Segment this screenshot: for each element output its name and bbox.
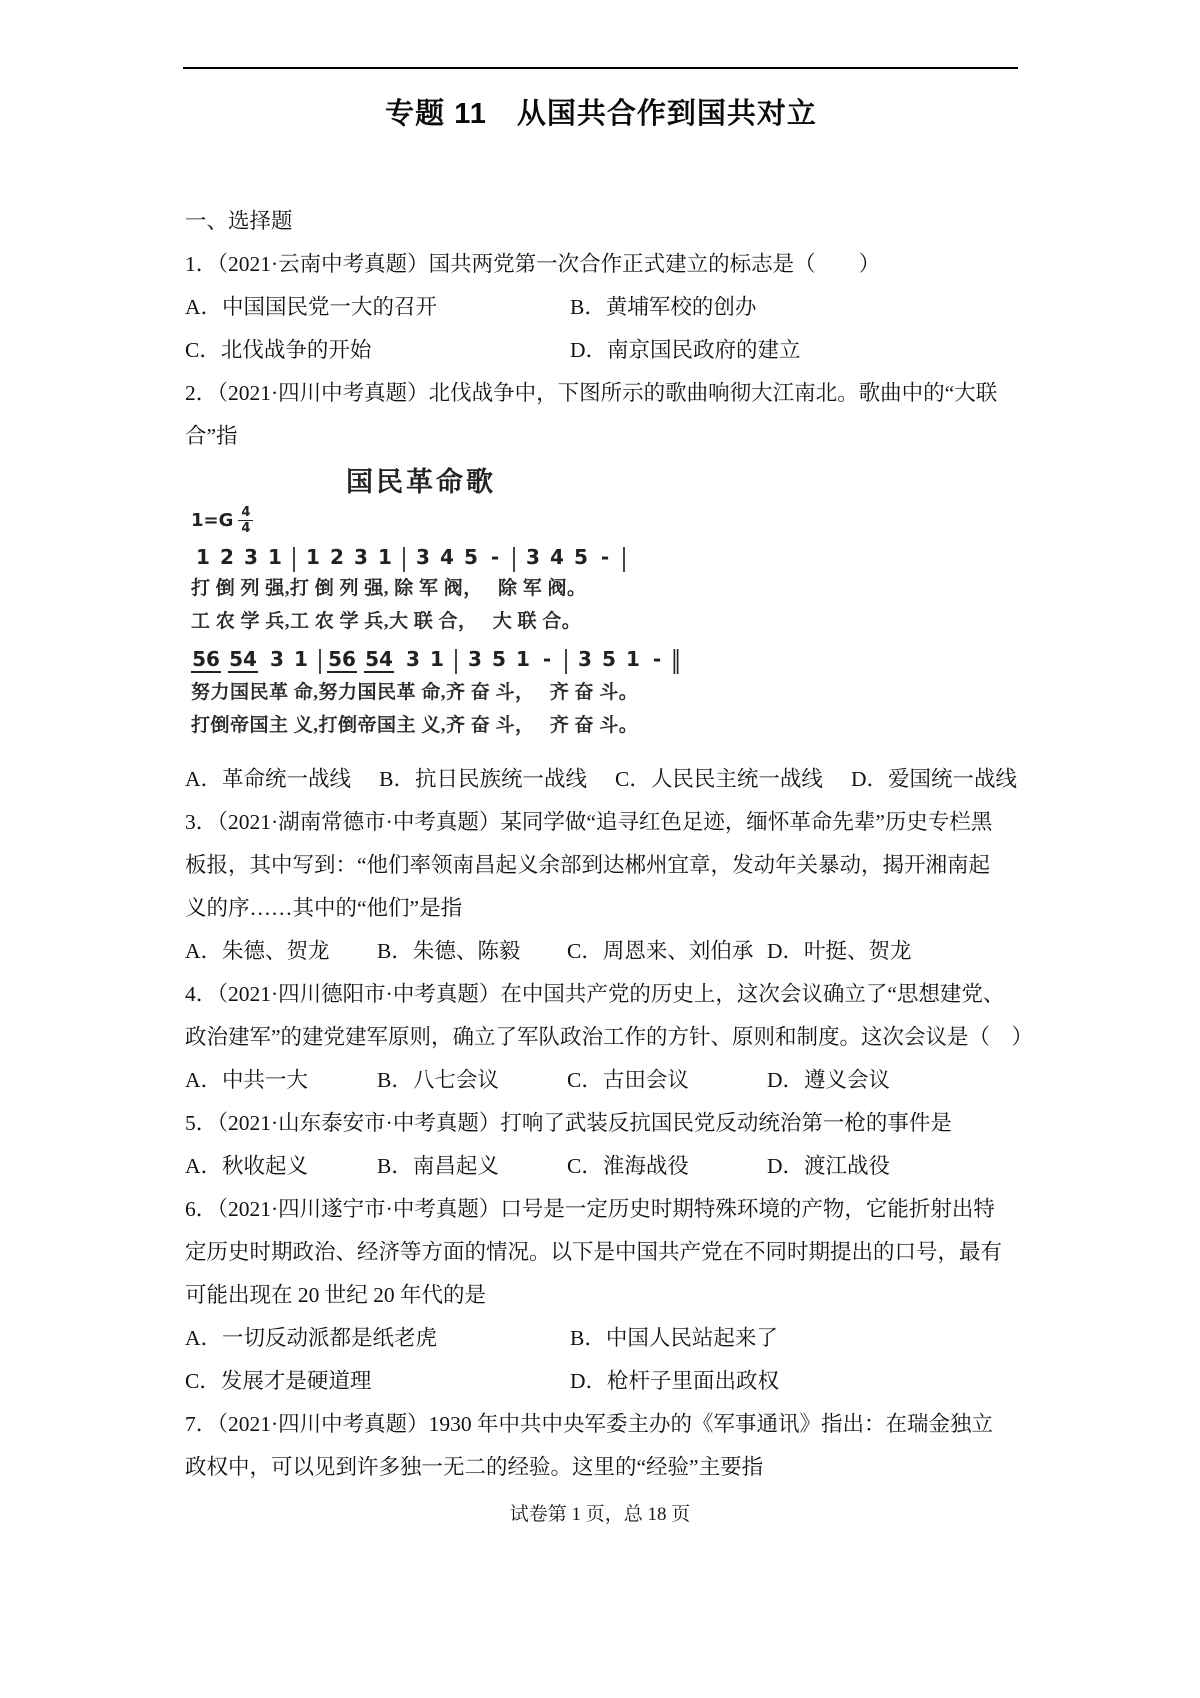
note: - (542, 647, 552, 671)
option: D．枪杆子里面出政权 (570, 1369, 780, 1393)
option: A．中国国民党一大的召开 (185, 295, 438, 319)
lyric-line: 打 倒 列 强,打 倒 列 强, 除 军 阀， 除 军 阀。 (191, 578, 587, 599)
option: C．发展才是硬道理 (185, 1369, 372, 1393)
option: A．一切反动派都是纸老虎 (185, 1326, 438, 1350)
note: 2 (330, 545, 344, 569)
note: - (490, 545, 500, 569)
question-stem-line: 2．（2021·四川中考真题）北伐战争中，下图所示的歌曲响彻大江南北。歌曲中的“大联 (185, 381, 998, 405)
option: D．渡江战役 (767, 1154, 891, 1178)
note: 1 (294, 647, 308, 671)
option: B．黄埔军校的创办 (570, 295, 757, 319)
option: A．朱德、贺龙 (185, 939, 330, 963)
note: 5 (492, 647, 506, 671)
note: 3 (578, 647, 592, 671)
note: 5 (574, 545, 588, 569)
key-signature (191, 506, 661, 535)
section-heading: 一、选择题 (185, 209, 293, 233)
note: 1 (268, 545, 282, 569)
question-5 (185, 1102, 1017, 1188)
note: 3 (354, 545, 368, 569)
note: - (600, 545, 610, 569)
question-stem-line: 政权中，可以见到许多独一无二的经验。这里的“经验”主要指 (185, 1455, 764, 1479)
question-stem-line: 定历史时期政治、经济等方面的情况。以下是中国共产党在不同时期提出的口号，最有 (185, 1240, 1003, 1264)
option: C．古田会议 (567, 1068, 689, 1092)
question-stem-line: 3．（2021·湖南常德市·中考真题）某同学做“追寻红色足迹，缅怀革命先辈”历史专栏黑 (185, 810, 993, 834)
barline: | (400, 542, 408, 572)
notation-line (191, 543, 661, 571)
sheet-music-figure (191, 458, 681, 758)
option: D．叶挺、贺龙 (767, 939, 912, 963)
note: 3 (468, 647, 482, 671)
barline: | (452, 644, 460, 674)
lyric-line: 努力国民革 命,努力国民革 命,齐 奋 斗， 齐 奋 斗。 (191, 682, 639, 703)
question-stem-line: 板报，其中写到：“他们率领南昌起义余部到达郴州宜章，发动年关暴动，揭开湘南起 (185, 853, 991, 877)
question-7 (185, 1403, 1017, 1489)
option: C．北伐战争的开始 (185, 338, 372, 362)
options-row (185, 758, 1017, 801)
options-row (185, 1145, 1017, 1188)
option: C．人民民主统一战线 (615, 767, 823, 791)
option: D．南京国民政府的建立 (570, 338, 801, 362)
question-stem-line: 合”指 (185, 424, 238, 448)
question-4 (185, 973, 1034, 1102)
barline: | (316, 644, 324, 674)
question-stem-line: 1．（2021·云南中考真题）国共两党第一次合作正式建立的标志是（ ） (185, 252, 881, 276)
question-2 (185, 372, 1017, 801)
option: D．遵义会议 (767, 1068, 891, 1092)
page-footer: 试卷第 1 页，总 18 页 (509, 1504, 691, 1525)
question-stem-line: 6．（2021·四川遂宁市·中考真题）口号是一定历史时期特殊环境的产物，它能折射出特 (185, 1197, 995, 1221)
options-row (185, 930, 1017, 973)
time-top: 4 (238, 506, 253, 521)
note: 5 (602, 647, 616, 671)
option: A．革命统一战线 (185, 767, 352, 791)
options-row (185, 1059, 1017, 1102)
option: C．淮海战役 (567, 1154, 689, 1178)
page-content (185, 0, 1034, 1489)
note: 54 (365, 647, 393, 671)
note: 1 (306, 545, 320, 569)
question-1 (185, 243, 1017, 372)
notation-line (191, 644, 681, 674)
option: B．朱德、陈毅 (377, 939, 521, 963)
barline: | (290, 542, 298, 572)
note: 1 (378, 545, 392, 569)
options-row (185, 286, 1017, 372)
lyric-line: 打倒帝国主 义,打倒帝国主 义,齐 奋 斗， 齐 奋 斗。 (191, 715, 639, 736)
note: 3 (270, 647, 284, 671)
time-bottom: 4 (241, 521, 251, 536)
question-stem-line: 7．（2021·四川中考真题）1930 年中共中央军委主办的《军事通讯》指出：在瑞金独立 (185, 1412, 994, 1436)
question-stem-line: 义的序……其中的“他们”是指 (185, 896, 463, 920)
note: - (652, 647, 662, 671)
key-text: 1=G (191, 509, 234, 531)
question-stem-line: 4．（2021·四川德阳市·中考真题）在中国共产党的历史上，这次会议确立了“思想建党、 (185, 982, 1005, 1006)
question-3 (185, 801, 1017, 973)
note: 1 (430, 647, 444, 671)
time-signature (238, 506, 253, 535)
question-stem-line: 可能出现在 20 世纪 20 年代的是 (185, 1283, 487, 1307)
note: 3 (244, 545, 258, 569)
note: 3 (416, 545, 430, 569)
options-row (185, 1317, 1017, 1403)
note: 56 (192, 647, 220, 671)
option: A．中共一大 (185, 1068, 309, 1092)
barline: | (510, 542, 518, 572)
barline: | (562, 644, 570, 674)
note: 3 (406, 647, 420, 671)
note: 5 (464, 545, 478, 569)
questions-list (185, 243, 1034, 1489)
note: 3 (526, 545, 540, 569)
option: D．爱国统一战线 (850, 767, 1017, 791)
note: 1 (196, 545, 210, 569)
option: B．抗日民族统一战线 (379, 767, 587, 791)
barline: ‖ (671, 644, 681, 674)
option: B．南昌起义 (377, 1154, 499, 1178)
lyric-line: 工 农 学 兵,工 农 学 兵,大 联 合， 大 联 合。 (191, 611, 582, 632)
option: A．秋收起义 (185, 1154, 309, 1178)
option: B．中国人民站起来了 (570, 1326, 778, 1350)
page-title: 专题 11 从国共合作到国共对立 (385, 98, 817, 130)
barline: | (620, 542, 628, 572)
note: 54 (229, 647, 257, 671)
question-stem-line: 5．（2021·山东泰安市·中考真题）打响了武装反抗国民党反动统治第一枪的事件是 (185, 1111, 952, 1135)
option: C．周恩来、刘伯承 (567, 939, 754, 963)
option: B．八七会议 (377, 1068, 499, 1092)
note: 56 (328, 647, 356, 671)
note: 4 (550, 545, 564, 569)
note: 1 (626, 647, 640, 671)
question-6 (185, 1188, 1017, 1403)
note: 1 (516, 647, 530, 671)
note: 2 (220, 545, 234, 569)
note: 4 (440, 545, 454, 569)
question-stem-line: 政治建军”的建党建军原则，确立了军队政治工作的方针、原则和制度。这次会议是（ ） (185, 1025, 1034, 1049)
music-title: 国民革命歌 (346, 467, 496, 497)
